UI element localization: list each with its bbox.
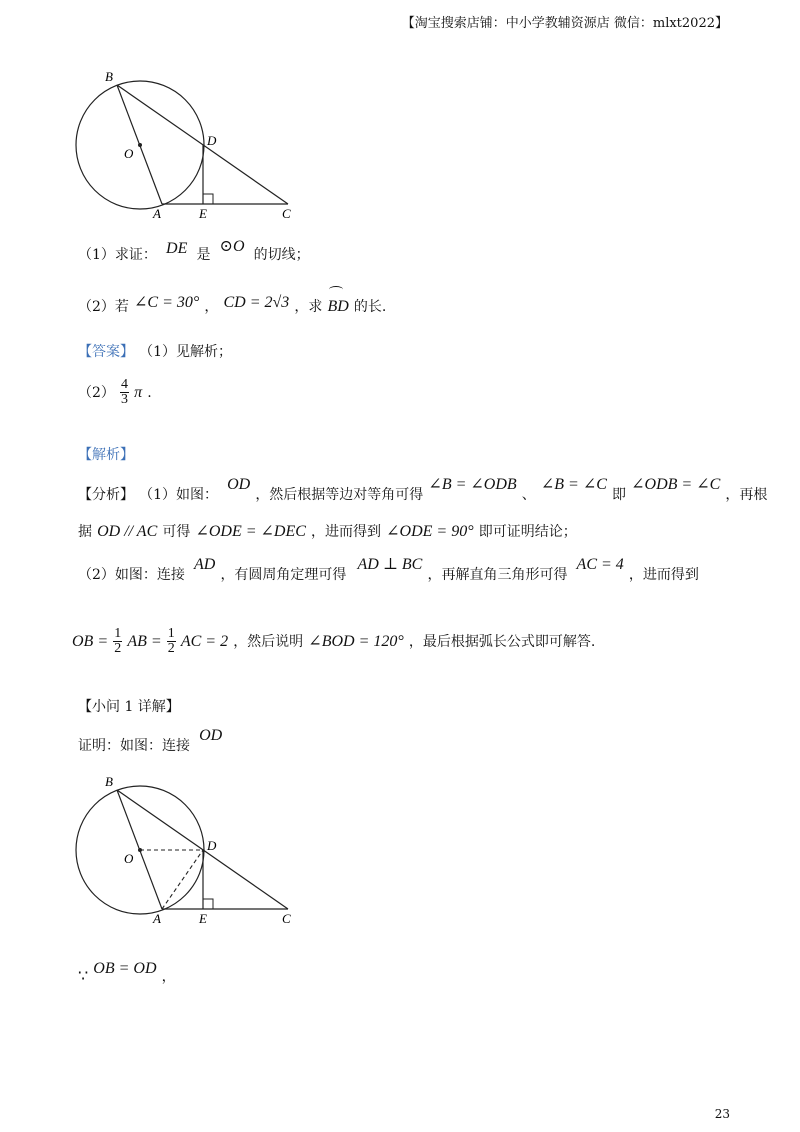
q2-arc: BD bbox=[327, 298, 349, 315]
detail-od: OD bbox=[199, 727, 223, 744]
answer-fraction bbox=[120, 378, 129, 407]
analysis-od: OD bbox=[227, 476, 251, 493]
detail-tag: 【小问 1 详解】 bbox=[78, 699, 180, 715]
answer-frac-den: 3 bbox=[121, 392, 129, 407]
half-fraction-2 bbox=[167, 627, 176, 656]
label-c-2: C bbox=[282, 911, 291, 926]
right-angle-mark-2 bbox=[203, 899, 213, 909]
analysis-ac-eq: AC = 2 bbox=[180, 633, 229, 650]
answer-period: . bbox=[147, 385, 152, 401]
half-den-2: 2 bbox=[167, 641, 175, 656]
q2-cd: CD = 2√3 bbox=[223, 294, 290, 311]
analysis-m3: ∠ODB = ∠C bbox=[631, 476, 721, 493]
label-e: E bbox=[199, 206, 207, 221]
analysis-ji: 即 bbox=[612, 487, 627, 503]
analysis-sep: 、 bbox=[521, 487, 536, 503]
answer-part1: （1）见解析； bbox=[139, 344, 233, 360]
q2-suffix: 的长. bbox=[353, 299, 387, 315]
analysis-l3c: ，再解直角三角形可得 bbox=[427, 567, 568, 583]
detail-line bbox=[78, 727, 223, 755]
label-d: D bbox=[207, 133, 217, 148]
analysis-l3b: ，有圆周角定理可得 bbox=[220, 567, 347, 583]
analysis-m4: OD // AC bbox=[97, 523, 158, 540]
q2-comma1: ， bbox=[204, 299, 219, 315]
because-comma: ， bbox=[161, 969, 176, 985]
analysis-ob-eq: OB = bbox=[72, 633, 109, 650]
geometry-figure-2 bbox=[60, 768, 320, 938]
answer-tag: 【答案】 bbox=[78, 344, 134, 360]
answer-frac-num: 4 bbox=[121, 377, 129, 392]
half-num-2: 1 bbox=[167, 626, 175, 641]
answer-line-1 bbox=[78, 341, 232, 361]
analysis-line-4 bbox=[72, 627, 595, 656]
half-num-1: 1 bbox=[114, 626, 122, 641]
analysis-m7: AD ⊥ BC bbox=[357, 556, 423, 573]
answer-line-2 bbox=[78, 378, 152, 407]
center-point-2 bbox=[138, 848, 142, 852]
because-symbol: ∵ bbox=[78, 968, 89, 985]
page-header: 【淘宝搜索店铺：中小学教辅资源店 微信：mlxt2022】 bbox=[401, 16, 728, 31]
analysis-l1a: （1）如图： bbox=[139, 487, 219, 503]
half-den-1: 2 bbox=[114, 641, 122, 656]
answer-part2-prefix: （2） bbox=[78, 385, 115, 401]
analysis-l3d: ，进而得到 bbox=[628, 567, 699, 583]
because-line bbox=[78, 958, 176, 985]
analysis-l1c: ，再根 bbox=[725, 487, 768, 503]
q1-is: 是 bbox=[196, 247, 211, 263]
question-1 bbox=[78, 238, 310, 264]
analysis-l2c: ，进而得到 bbox=[311, 524, 382, 540]
analysis-l2d: 即可证明结论； bbox=[478, 524, 577, 540]
analysis-ad: AD bbox=[194, 556, 216, 573]
analysis-line-2 bbox=[78, 521, 577, 541]
analysis-l1b: ，然后根据等边对等角可得 bbox=[255, 487, 424, 503]
label-o: O bbox=[124, 146, 134, 161]
label-b: B bbox=[105, 69, 113, 84]
center-point bbox=[138, 143, 142, 147]
label-b-2: B bbox=[105, 774, 113, 789]
analysis-l2b: 可得 bbox=[162, 524, 191, 540]
q1-circle: ⊙O bbox=[219, 238, 245, 255]
q2-prefix: （2）若 bbox=[78, 299, 129, 315]
q2-arc-wrapper bbox=[327, 296, 348, 316]
analysis-m9: ∠BOD = 120° bbox=[308, 633, 404, 650]
analysis-line-1 bbox=[78, 476, 768, 504]
label-o-2: O bbox=[124, 851, 134, 866]
label-d-2: D bbox=[207, 838, 217, 853]
answer-pi: π bbox=[134, 384, 143, 401]
q1-prefix: （1）求证： bbox=[78, 247, 157, 263]
analysis-l4b: ，最后根据弧长公式即可解答. bbox=[408, 634, 596, 650]
analysis-ab-eq: AB = bbox=[127, 633, 162, 650]
question-2 bbox=[78, 296, 386, 316]
analysis-m5: ∠ODE = ∠DEC bbox=[195, 523, 306, 540]
detail-text: 证明：如图：连接 bbox=[78, 738, 190, 754]
label-a: A bbox=[153, 206, 161, 221]
q2-comma2: ，求 bbox=[294, 299, 323, 315]
analysis-m2: ∠B = ∠C bbox=[540, 476, 607, 493]
q1-de: DE bbox=[166, 240, 188, 257]
label-a-2: A bbox=[153, 911, 161, 926]
analysis-m8: AC = 4 bbox=[576, 556, 624, 573]
analysis-l4a: ，然后说明 bbox=[233, 634, 304, 650]
geometry-figure-1 bbox=[60, 60, 320, 230]
analysis-l2a: 据 bbox=[78, 524, 92, 540]
q2-angle: ∠C = 30° bbox=[134, 294, 200, 311]
because-eq: OB = OD bbox=[93, 960, 157, 977]
label-e-2: E bbox=[199, 911, 207, 926]
half-fraction-1 bbox=[113, 627, 122, 656]
q1-suffix: 的切线； bbox=[253, 247, 310, 263]
jiexi-tag: 【解析】 bbox=[78, 447, 134, 463]
analysis-tag: 【分析】 bbox=[78, 487, 134, 503]
analysis-m1: ∠B = ∠ODB bbox=[428, 476, 517, 493]
label-c: C bbox=[282, 206, 291, 221]
analysis-line-3 bbox=[78, 556, 699, 584]
page-number: 23 bbox=[714, 1107, 730, 1121]
right-angle-mark bbox=[203, 194, 213, 204]
arc-mark-icon bbox=[329, 286, 343, 293]
analysis-l3a: （2）如图：连接 bbox=[78, 567, 185, 583]
analysis-m6: ∠ODE = 90° bbox=[386, 523, 474, 540]
